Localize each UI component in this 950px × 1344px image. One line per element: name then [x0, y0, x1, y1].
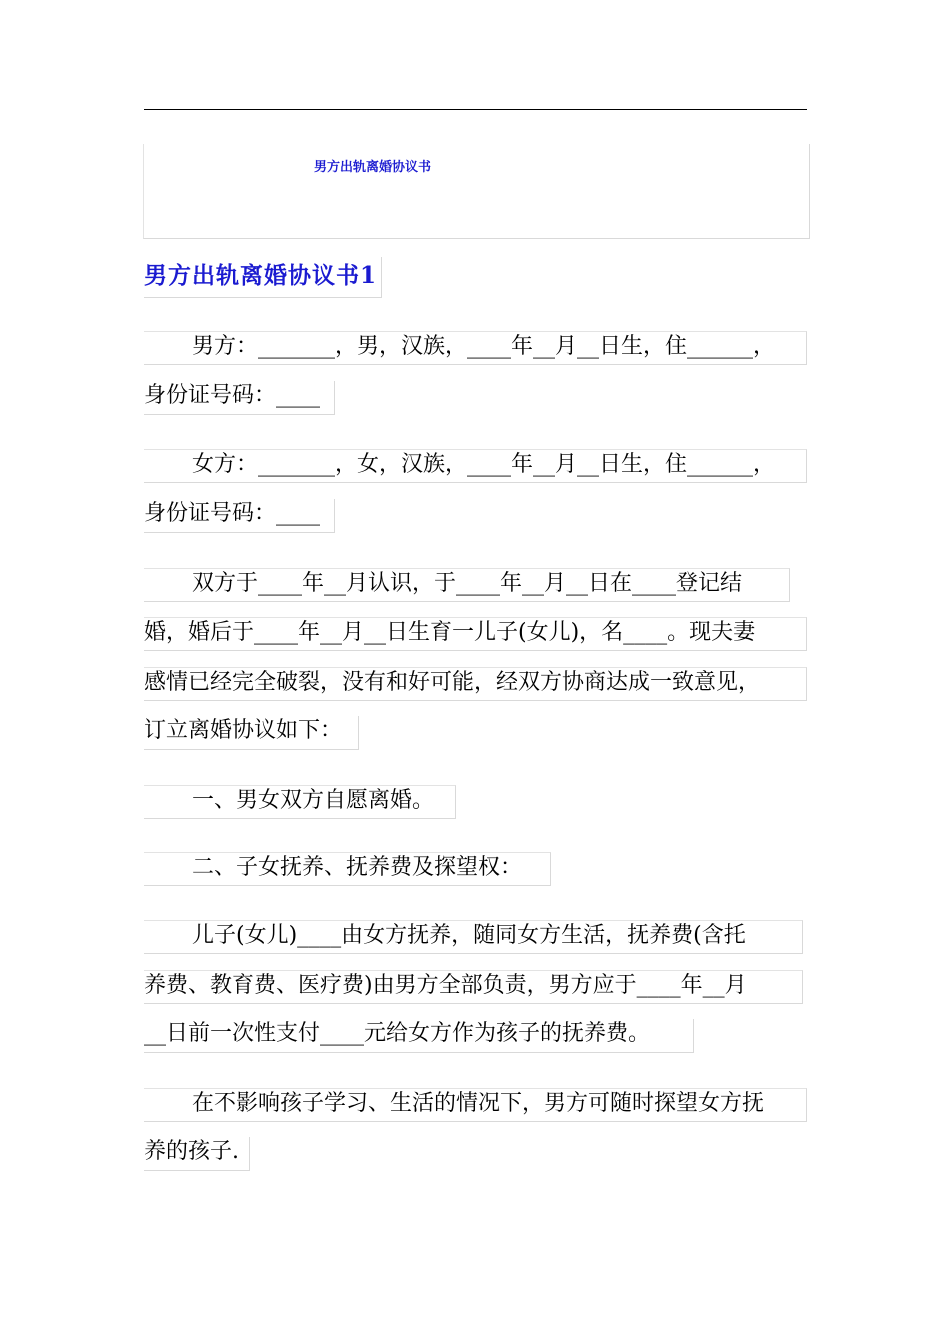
paragraph-line: 感情已经完全破裂，没有和好可能，经双方协商达成一致意见， — [144, 667, 807, 701]
paragraph-line: 双方于____年__月认识，于____年__月__日在____登记结 — [144, 568, 790, 602]
paragraph-line: 身份证号码：____ — [144, 499, 335, 533]
header-title: 男方出轨离婚协议书 — [314, 160, 432, 175]
header-rule — [144, 109, 807, 110]
paragraph-line: 一、男女双方自愿离婚。 — [144, 785, 456, 819]
paragraph-line: __日前一次性支付____元给女方作为孩子的抚养费。 — [144, 1019, 694, 1053]
paragraph-line: 养费、教育费、医疗费)由男方全部负责，男方应于____年__月 — [144, 970, 803, 1004]
paragraph-line: 订立离婚协议如下： — [144, 716, 359, 750]
paragraph-line: 儿子(女儿)____由女方抚养，随同女方生活，抚养费(含托 — [144, 920, 803, 954]
paragraph-line: 女方：_______，女，汉族，____年__月__日生，住______， — [144, 449, 807, 483]
paragraph-line: 养的孩子. — [144, 1137, 250, 1171]
document-title: 男方出轨离婚协议书1 — [144, 257, 382, 298]
paragraph-line: 身份证号码：____ — [144, 381, 335, 415]
page-header — [143, 144, 810, 239]
paragraph-line: 婚，婚后于____年__月__日生育一儿子(女儿)，名____。现夫妻 — [144, 617, 807, 651]
paragraph-line: 男方：_______，男，汉族，____年__月__日生，住______， — [144, 331, 807, 365]
paragraph-line: 在不影响孩子学习、生活的情况下，男方可随时探望女方抚 — [144, 1088, 807, 1122]
paragraph-line: 二、子女抚养、抚养费及探望权： — [144, 852, 551, 886]
